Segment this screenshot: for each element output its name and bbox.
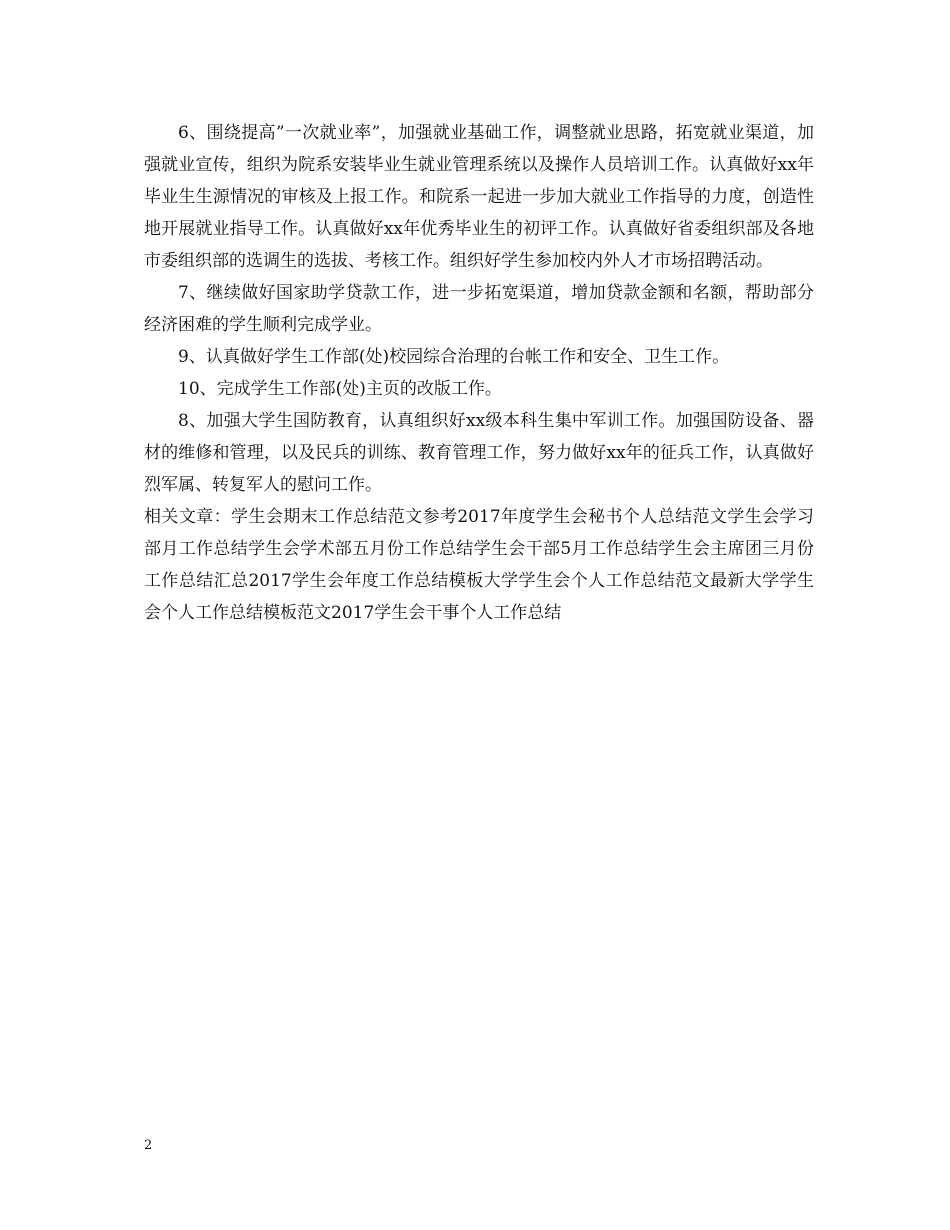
paragraph-item-8: 8、加强大学生国防教育，认真组织好xx级本科生集中军训工作。加强国防设备、器材的维修和管理，以及民兵的训练、教育管理工作，努力做好xx年的征兵工作，认真做好烈军属、转复军人的慰问工作。 <box>144 411 814 495</box>
related-articles: 相关文章：学生会期末工作总结范文参考2017年度学生会秘书个人总结范文学生会学习部月工作总结学生会学术部五月份工作总结学生会干部5月工作总结学生会主席团三月份工作总结汇总2017学生会年度工作总结模板大学学生会个人工作总结范文最新大学学生会个人工作总结模板范文2017学生会干事个人工作总结 <box>144 507 814 623</box>
paragraph-item-10: 10、完成学生工作部(处)主页的改版工作。 <box>178 379 502 399</box>
paragraph-item-6: 6、围绕提高”一次就业率”，加强就业基础工作，调整就业思路，拓宽就业渠道，加强就业宣传，组织为院系安装毕业生就业管理系统以及操作人员培训工作。认真做好xx年毕业生生源情况的审核及上报工作。和院系一起进一步加大就业工作指导的力度，创造性地开展就业指导工作。认真做好xx年优秀毕业生的初评工作。认真做好省委组织部及各地市委组织部的选调生的选拔、考核工作。组织好学生参加校内外人才市场招聘活动。 <box>144 123 814 271</box>
page-number: 2 <box>144 1138 153 1153</box>
paragraph-item-9: 9、认真做好学生工作部(处)校园综合治理的台帐工作和安全、卫生工作。 <box>178 347 730 367</box>
document-body <box>144 117 814 629</box>
paragraph-item-7: 7、继续做好国家助学贷款工作，进一步拓宽渠道，增加贷款金额和名额，帮助部分经济困难的学生顺利完成学业。 <box>144 283 814 335</box>
